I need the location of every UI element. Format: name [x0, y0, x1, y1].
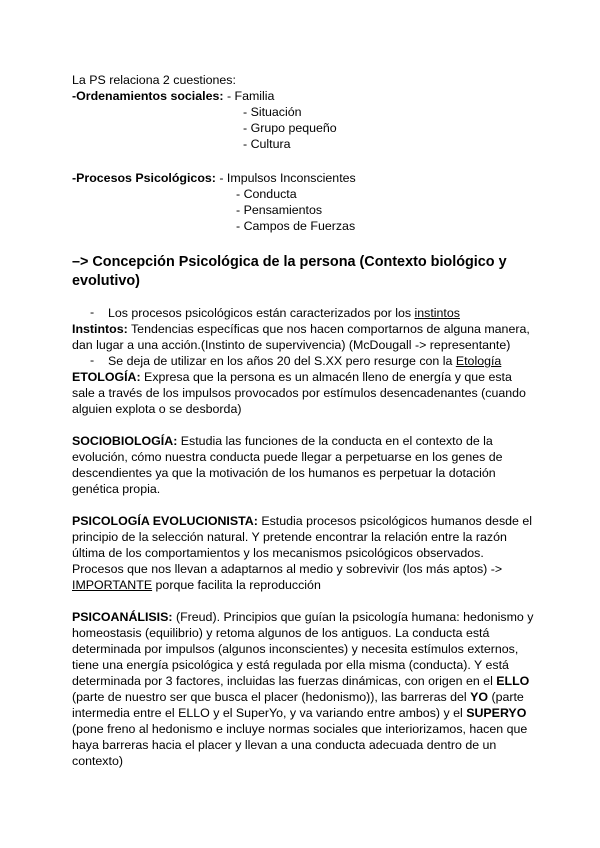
ordenamientos-item: - Cultura: [243, 137, 291, 151]
psicoanalisis-para: [72, 609, 533, 625]
psicoanalisis-text: (parte de nuestro ser que busca el placer (hedonismo)), las barreras del: [72, 690, 471, 704]
instintos-para: [72, 321, 530, 337]
bullet-text: Los procesos psicológicos están caracterizados por los: [108, 306, 415, 320]
etologia-para: [72, 369, 512, 385]
procesos-item: - Pensamientos: [236, 203, 323, 217]
importante-text: IMPORTANTE: [72, 578, 153, 592]
instintos-link[interactable]: instintos: [414, 306, 460, 320]
etologia-term: ETOLOGÍA:: [72, 370, 141, 384]
evolucionista-text: última de los comportamientos y los mecanismos psicológicos observados.: [72, 546, 484, 560]
yo-term: YO: [470, 690, 488, 704]
superyo-term: SUPERYO: [466, 706, 527, 720]
instintos-term: Instintos:: [72, 322, 128, 336]
etologia-text: alguien explota o se desborda): [72, 402, 242, 416]
evolucionista-text: principio de la selección natural. Y pretende encontrar la relación entre la razón: [72, 530, 507, 544]
procesos-label: -Procesos Psicológicos:: [72, 171, 216, 185]
instintos-text: dan lugar a una acción.(Instinto de supervivencia) (McDougall -> representante): [72, 338, 511, 352]
bullet-instintos: [108, 305, 460, 321]
sociobiologia-text: evolución, cómo nuestra conducta puede llegar a perpetuarse en los genes de: [72, 450, 503, 464]
evolucionista-text: porque facilita la reproducción: [152, 578, 321, 592]
psicoanalisis-text: (Freud). Principios que guían la psicología humana: hedonismo y: [172, 610, 534, 624]
sociobiologia-text: Estudia las funciones de la conducta en el contexto de la: [177, 434, 493, 448]
sociobiologia-text: descendientes ya que la motivación de los humanos es perpetuar la dotación: [72, 466, 496, 480]
evolucionista-text: Estudia procesos psicológicos humanos desde el: [257, 514, 533, 528]
section-heading-cont: evolutivo): [72, 273, 140, 289]
psicoanalisis-text: contexto): [72, 754, 123, 768]
bullet-text: Se deja de utilizar en los años 20 del S.XX pero resurge con la: [108, 354, 456, 368]
intro-line: La PS relaciona 2 cuestiones:: [72, 73, 236, 87]
evolucionista-text: Procesos que nos llevan a adaptarnos al medio y sobrevivir (los más aptos) ->: [72, 562, 503, 576]
procesos-item: - Campos de Fuerzas: [236, 219, 356, 233]
psicoanalisis-text: intermedia entre el ELLO y el SuperYo, y va variando entre ambos) y el: [72, 706, 467, 720]
psicoanalisis-text: haya barreras hacia el placer y llevan a una conducta adecuada dentro de un: [72, 738, 497, 752]
procesos-item: - Conducta: [236, 187, 297, 201]
section-heading: –> Concepción Psicológica de la persona (Contexto biológico y: [72, 254, 507, 270]
psicoanalisis-text: (parte: [488, 690, 524, 704]
psicoanalisis-text: determinada por 3 factores, incluidas las fuerzas dinámicas, con origen en el: [72, 674, 497, 688]
bullet-dash: -: [90, 353, 95, 367]
evolucionista-last: [72, 577, 321, 593]
psicoanalisis-line: [72, 673, 529, 689]
etologia-text: Expresa que la persona es un almacén lleno de energía y que esta: [140, 370, 512, 384]
psicoanalisis-term: PSICOANÁLISIS:: [72, 610, 173, 624]
psicoanalisis-text: tiene una energía psicológica y está regulada por ella misma (conducta). Y está: [72, 658, 509, 672]
psicoanalisis-text: homeostasis (equilibrio) y retoma algunos de los antiguos. La conducta está: [72, 626, 490, 640]
ordenamientos-label: -Ordenamientos sociales:: [72, 89, 224, 103]
ordenamientos-item: - Grupo pequeño: [243, 121, 337, 135]
bullet-dash: -: [90, 305, 95, 319]
ordenamientos-item: - Situación: [243, 105, 302, 119]
etologia-text: sale a través de los impulsos provocados por estímulos desencadenantes (cuando: [72, 386, 526, 400]
procesos-line: [72, 170, 356, 186]
instintos-text: Tendencias específicas que nos hacen comportarnos de alguna manera,: [127, 322, 530, 336]
ordenamientos-line: [72, 88, 274, 104]
psicoanalisis-text: determinada por impulsos (algunos inconscientes) y necesita estímulos externos,: [72, 642, 519, 656]
ordenamientos-item: - Familia: [223, 89, 275, 103]
procesos-item: - Impulsos Inconscientes: [215, 171, 356, 185]
sociobiologia-para: [72, 433, 493, 449]
psicoanalisis-line: [72, 689, 524, 705]
psicoanalisis-text: (pone freno al hedonismo e incluye normas sociales que interiorizamos, hacen que: [72, 722, 528, 736]
bullet-etologia: [108, 353, 501, 369]
ello-term: ELLO: [496, 674, 530, 688]
evolucionista-para: [72, 513, 532, 529]
psicoanalisis-line: [72, 705, 526, 721]
evolucionista-term: PSICOLOGÍA EVOLUCIONISTA:: [72, 514, 258, 528]
sociobiologia-text: genética propia.: [72, 482, 161, 496]
etologia-link[interactable]: Etología: [455, 354, 502, 368]
sociobiologia-term: SOCIOBIOLOGÍA:: [72, 434, 178, 448]
